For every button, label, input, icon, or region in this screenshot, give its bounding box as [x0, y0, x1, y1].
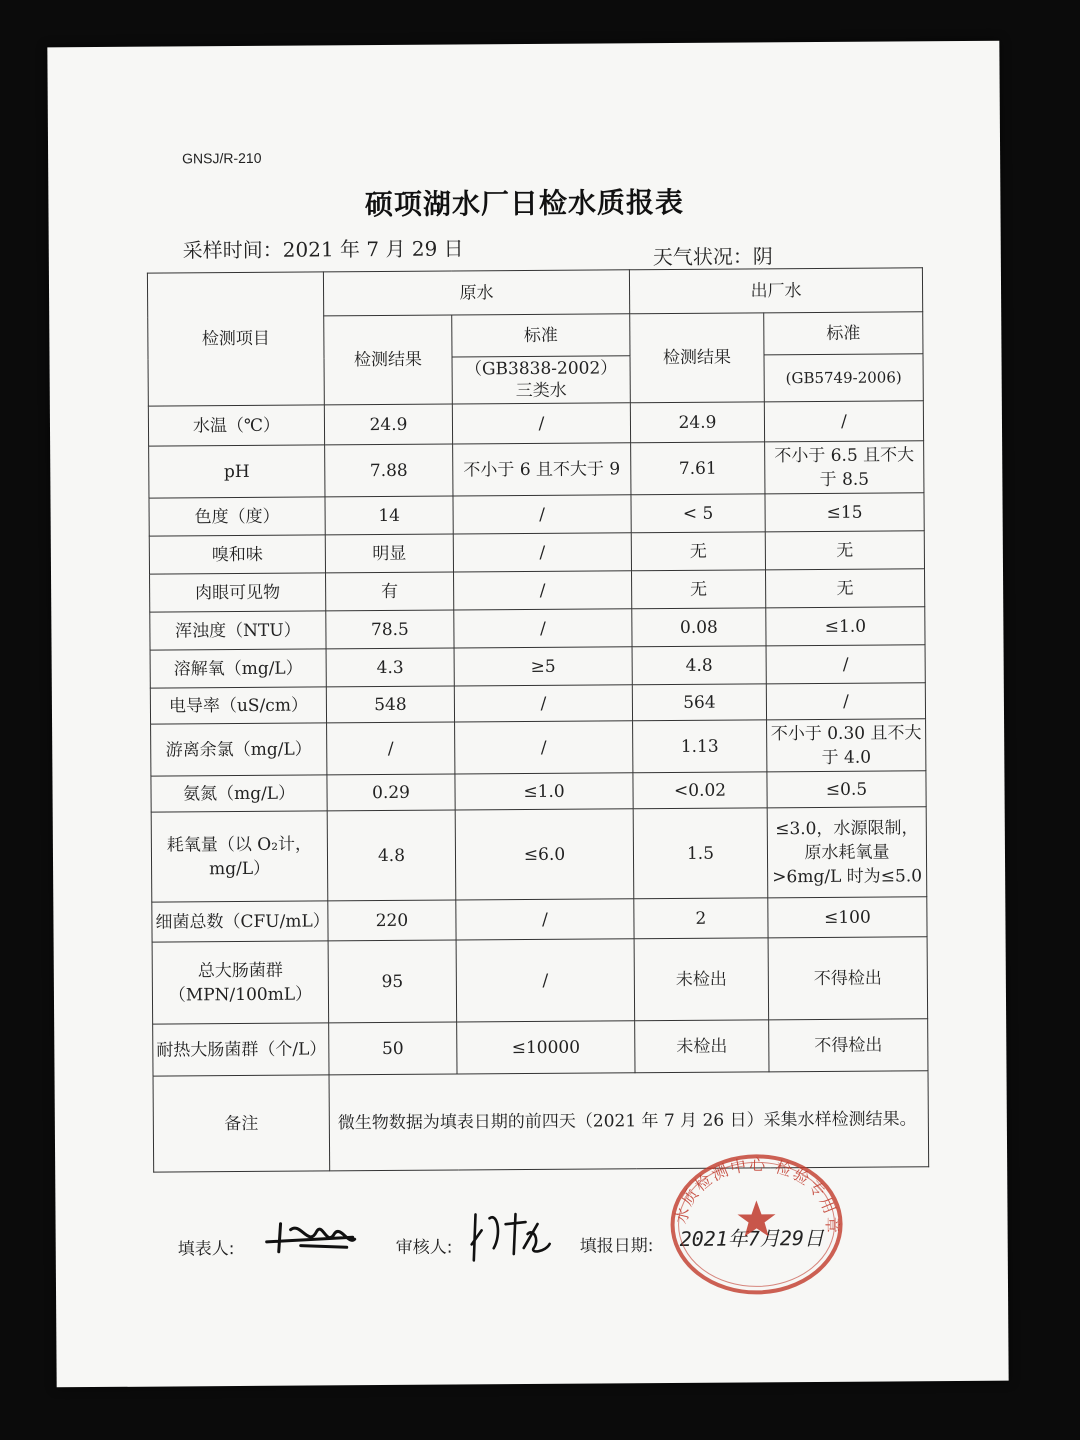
header-out-standard-code: (GB5749-2006)	[764, 354, 923, 402]
raw-result-cell: 明显	[325, 534, 453, 573]
table-row	[152, 937, 928, 1024]
raw-standard-cell: /	[453, 495, 631, 534]
item-cell: 水温（℃）	[148, 405, 324, 446]
sample-time: 采样时间：2021 年 7 月 29 日	[182, 236, 464, 263]
raw-result-cell: 14	[325, 496, 453, 535]
table-row	[150, 683, 925, 724]
item-cell: 氨氮（mg/L）	[151, 775, 327, 812]
out-result-cell: 24.9	[630, 402, 764, 443]
header-out-water: 出厂水	[629, 268, 922, 314]
remark-label: 备注	[153, 1075, 330, 1172]
table-row	[150, 645, 925, 688]
raw-result-cell: 24.9	[324, 404, 452, 445]
table-row	[149, 531, 924, 574]
item-cell: 色度（度）	[149, 497, 325, 536]
out-standard-cell: 无	[765, 569, 924, 608]
raw-standard-code: （GB3838-2002）	[464, 358, 618, 380]
out-standard-cell: 不小于 6.5 且不大于 8.5	[765, 441, 924, 494]
header-out-result: 检测结果	[630, 313, 765, 403]
raw-standard-cell: 不小于 6 且不大于 9	[453, 443, 631, 496]
reviewer-signature	[467, 1204, 551, 1265]
raw-result-cell: 95	[328, 940, 457, 1023]
table-row	[151, 719, 926, 776]
date-label: 填报日期:	[579, 1236, 654, 1257]
out-result-cell: 0.08	[632, 608, 766, 647]
item-cell: 电导率（uS/cm）	[150, 687, 326, 724]
document-paper	[47, 41, 1008, 1388]
item-cell: 浑浊度（NTU）	[150, 611, 326, 650]
raw-result-cell: 有	[326, 572, 454, 611]
filler-label: 填表人:	[177, 1239, 235, 1260]
out-standard-cell: ≤0.5	[767, 771, 926, 808]
table-row	[148, 401, 923, 446]
out-standard-cell: ≤15	[765, 493, 924, 532]
out-standard-cell: 不得检出	[768, 937, 928, 1020]
header-raw-water: 原水	[323, 270, 629, 316]
header-out-standard: 标准	[764, 312, 923, 355]
raw-standard-cell: /	[456, 939, 635, 1022]
item-cell: 总大肠菌群（MPN/100mL）	[152, 941, 329, 1024]
raw-standard-cell: /	[453, 533, 631, 572]
header-item: 检测项目	[147, 272, 324, 406]
table-row	[151, 771, 926, 812]
out-result-cell: < 5	[631, 494, 765, 533]
raw-standard-cell: /	[454, 571, 632, 610]
raw-standard-cell: ≤10000	[457, 1021, 635, 1074]
water-quality-table	[147, 267, 929, 1172]
out-result-cell: 1.13	[633, 720, 767, 773]
raw-standard-cell: /	[454, 609, 632, 648]
table-row	[149, 441, 924, 498]
out-standard-cell: ≤3.0，水源限制，原水耗氧量>6mg/L 时为≤5.0	[767, 807, 927, 898]
item-cell: 嗅和味	[149, 535, 325, 574]
raw-result-cell: 0.29	[327, 774, 455, 811]
raw-result-cell: /	[327, 722, 455, 775]
out-standard-cell: 无	[765, 531, 924, 570]
item-cell: 游离余氯（mg/L）	[151, 723, 327, 776]
official-stamp	[667, 1150, 846, 1299]
raw-result-cell: 548	[326, 686, 454, 723]
document-title: 硕项湖水厂日检水质报表	[364, 185, 685, 222]
out-standard-cell: 不得检出	[769, 1019, 928, 1072]
out-result-cell: 2	[634, 898, 768, 939]
out-result-cell: <0.02	[633, 772, 767, 809]
table-row	[150, 607, 925, 650]
item-cell: 肉眼可见物	[150, 573, 326, 612]
filler-signature	[260, 1211, 360, 1260]
table-row	[149, 493, 924, 536]
out-result-cell: 未检出	[634, 938, 769, 1021]
table-row	[153, 1019, 928, 1076]
raw-result-cell: 4.3	[326, 648, 454, 687]
header-raw-standard-code	[452, 356, 630, 404]
weather-status: 天气状况：阴	[652, 244, 773, 270]
item-cell: 耐热大肠菌群（个/L）	[153, 1023, 329, 1076]
item-cell: 溶解氧（mg/L）	[150, 649, 326, 688]
raw-result-cell: 78.5	[326, 610, 454, 649]
out-standard-cell: 不小于 0.30 且不大于 4.0	[767, 719, 926, 772]
raw-standard-cell: ≤6.0	[455, 809, 634, 900]
header-raw-result: 检测结果	[324, 315, 453, 405]
item-cell: 细菌总数（CFU/mL）	[152, 901, 328, 942]
out-result-cell: 1.5	[633, 808, 768, 899]
raw-result-cell: 50	[329, 1022, 457, 1075]
out-standard-cell: /	[766, 683, 925, 720]
raw-standard-cell: ≤1.0	[455, 773, 633, 810]
table-row	[150, 569, 925, 612]
remark-text: 微生物数据为填表日期的前四天（2021 年 7 月 26 日）采集水样检测结果。	[329, 1071, 929, 1171]
raw-standard-cell: /	[454, 685, 632, 722]
out-standard-cell: ≤100	[768, 897, 927, 938]
raw-result-cell: 4.8	[327, 810, 456, 901]
out-standard-cell: /	[764, 401, 923, 442]
raw-result-cell: 7.88	[325, 444, 453, 497]
form-code: GNSJ/R-210	[182, 149, 262, 167]
raw-result-cell: 220	[328, 900, 456, 941]
raw-standard-class: 三类水	[515, 380, 567, 402]
item-cell: 耗氧量（以 O₂计，mg/L）	[151, 811, 328, 902]
out-result-cell: 未检出	[635, 1020, 769, 1073]
out-result-cell: 564	[632, 684, 766, 721]
raw-standard-cell: /	[452, 403, 630, 444]
table-row	[151, 807, 927, 902]
reviewer-label: 审核人:	[395, 1237, 453, 1258]
header-raw-standard: 标准	[452, 314, 630, 357]
out-result-cell: 无	[631, 532, 765, 571]
out-standard-cell: /	[766, 645, 925, 684]
out-result-cell: 7.61	[631, 442, 765, 495]
raw-standard-cell: /	[456, 899, 634, 940]
stamp-text: 水质检测中心 检验专用章	[671, 1155, 842, 1235]
out-result-cell: 无	[632, 570, 766, 609]
item-cell: pH	[149, 445, 325, 498]
out-standard-cell: ≤1.0	[766, 607, 925, 646]
table-row	[152, 897, 927, 942]
raw-standard-cell: /	[455, 721, 633, 774]
raw-standard-cell: ≥5	[454, 647, 632, 686]
out-result-cell: 4.8	[632, 646, 766, 685]
handwritten-date: 2021年7月29日	[679, 1225, 825, 1251]
